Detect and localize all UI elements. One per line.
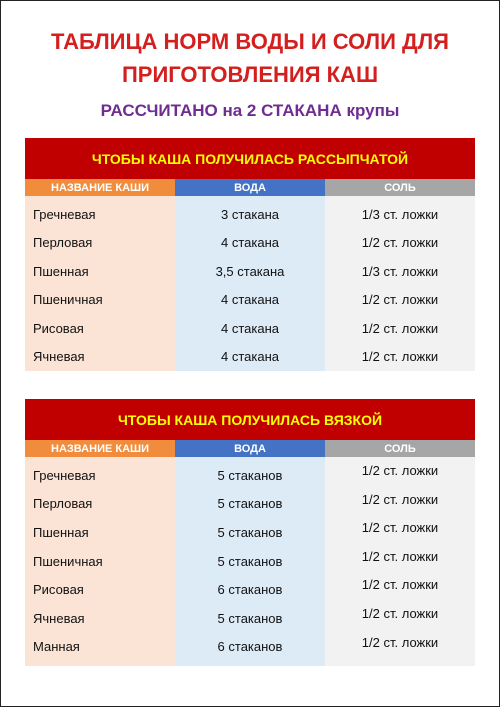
cell-salt: 1/2 ст. ложки — [361, 605, 439, 621]
column-name — [25, 457, 175, 666]
header-salt: СОЛЬ — [325, 440, 475, 457]
cell-salt: 1/2 ст. ложки — [361, 349, 439, 365]
cell-name: Рисовая — [33, 582, 84, 598]
cell-water: 3 стакана — [221, 206, 279, 222]
cell-name: Пшеничная — [33, 292, 103, 308]
cell-water: 5 стаканов — [217, 553, 283, 569]
column-name — [25, 196, 175, 371]
cell-salt: 1/2 ст. ложки — [361, 292, 439, 308]
cell-salt: 1/2 ст. ложки — [361, 320, 439, 336]
cell-salt: 1/2 ст. ложки — [361, 520, 439, 536]
cell-name: Пшенная — [33, 263, 89, 279]
cell-salt: 1/3 ст. ложки — [361, 206, 439, 222]
cell-name: Рисовая — [33, 320, 84, 336]
cell-salt: 1/2 ст. ложки — [361, 463, 439, 478]
cell-name: Манная — [33, 639, 80, 655]
cell-water: 5 стаканов — [217, 610, 283, 626]
cell-salt: 1/2 ст. ложки — [361, 548, 439, 564]
table-banner: ЧТОБЫ КАША ПОЛУЧИЛАСЬ РАССЫПЧАТОЙ — [25, 138, 475, 179]
table-header-row — [25, 440, 475, 457]
column-water — [175, 196, 325, 371]
header-water: ВОДА — [175, 179, 325, 196]
cell-water: 6 стаканов — [217, 582, 283, 598]
header-name: НАЗВАНИЕ КАШИ — [25, 179, 175, 196]
cell-water: 4 стакана — [221, 320, 279, 336]
table-body — [25, 196, 475, 371]
table-banner: ЧТОБЫ КАША ПОЛУЧИЛАСЬ ВЯЗКОЙ — [25, 399, 475, 440]
page-title — [1, 25, 499, 91]
cell-name: Пшеничная — [33, 553, 103, 569]
cell-salt: 1/2 ст. ложки — [361, 491, 439, 507]
cell-water: 3,5 стакана — [215, 263, 285, 279]
cell-name: Гречневая — [33, 206, 96, 222]
table-viscous — [25, 399, 475, 666]
cell-salt: 1/2 ст. ложки — [361, 577, 439, 593]
cell-water: 5 стаканов — [217, 524, 283, 540]
cell-salt: 1/2 ст. ложки — [361, 235, 439, 251]
title-line-1: ТАБЛИЦА НОРМ ВОДЫ И СОЛИ ДЛЯ — [51, 29, 449, 54]
header-name: НАЗВАНИЕ КАШИ — [25, 440, 175, 457]
cell-water: 4 стакана — [221, 292, 279, 308]
cell-name: Перловая — [33, 496, 93, 512]
header-salt: СОЛЬ — [325, 179, 475, 196]
table-body — [25, 457, 475, 666]
title-line-2: ПРИГОТОВЛЕНИЯ КАШ — [121, 62, 379, 87]
column-water — [175, 457, 325, 666]
column-salt — [325, 457, 475, 666]
cell-water: 5 стаканов — [217, 467, 283, 483]
cell-water: 4 стакана — [221, 235, 279, 251]
cell-name: Ячневая — [33, 349, 85, 365]
cell-water: 5 стаканов — [217, 496, 283, 512]
column-salt — [325, 196, 475, 371]
cell-name: Перловая — [33, 235, 93, 251]
cell-name: Ячневая — [33, 610, 85, 626]
header-water: ВОДА — [175, 440, 325, 457]
cell-water: 6 стаканов — [217, 639, 283, 655]
cell-salt: 1/3 ст. ложки — [361, 263, 439, 279]
cell-water: 4 стакана — [221, 349, 279, 365]
table-friable — [25, 138, 475, 367]
page-subtitle: РАССЧИТАНО на 2 СТАКАНА крупы — [100, 101, 400, 120]
cell-name: Пшенная — [33, 524, 89, 540]
table-header-row — [25, 179, 475, 196]
cell-salt: 1/2 ст. ложки — [361, 634, 439, 650]
cell-name: Гречневая — [33, 467, 96, 483]
